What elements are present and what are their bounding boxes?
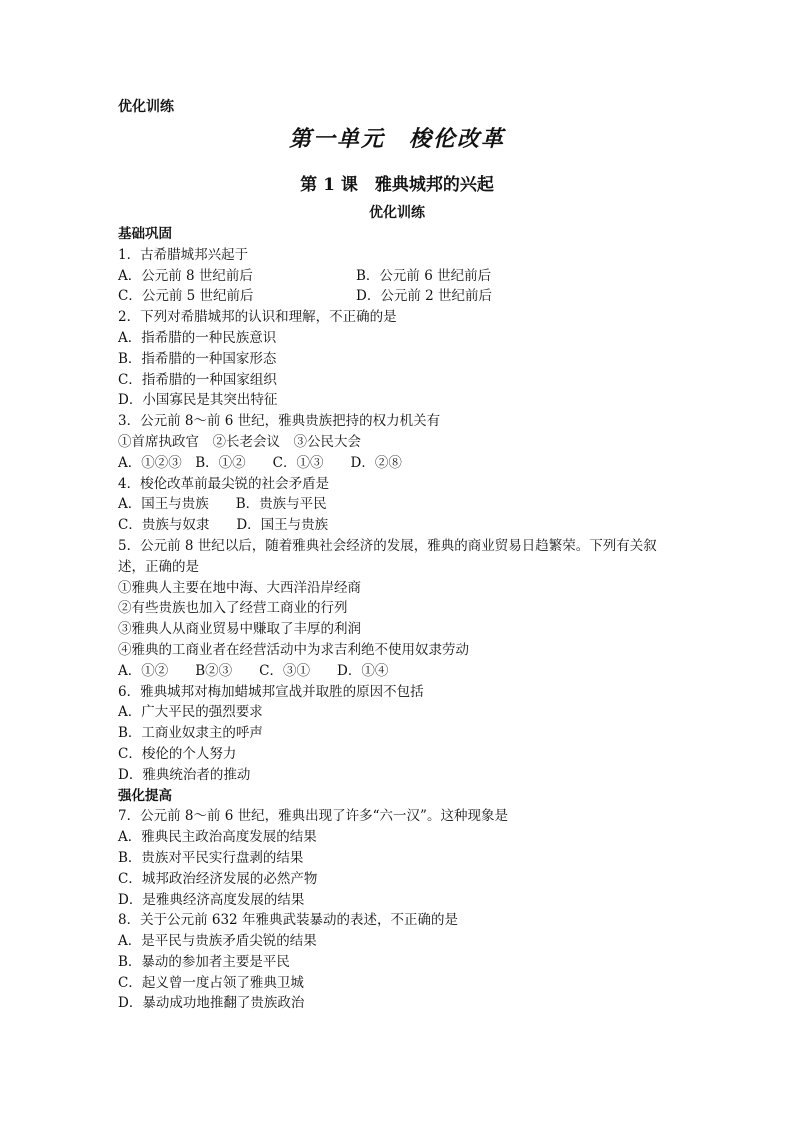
option-a: A．公元前 8 世纪前后 xyxy=(118,267,253,284)
question-5-options: A．①② B②③ C．③① D．①④ xyxy=(118,662,389,679)
lesson-title: 第 1 课 雅典城邦的兴起 xyxy=(300,175,494,195)
question-8-stem: 8．关于公元前 632 年雅典武装暴动的表述，不正确的是 xyxy=(118,912,458,929)
question-3-items: ①首席执政官 ②长老会议 ③公民大会 xyxy=(118,433,361,450)
option-d: D．雅典统治者的推动 xyxy=(118,766,251,783)
question-5-stem-line-2: 述，正确的是 xyxy=(118,558,199,575)
unit-title: 第一单元 梭伦改革 xyxy=(288,126,505,152)
option-b: B．工商业奴隶主的呼声 xyxy=(118,725,263,742)
question-4-stem: 4．梭伦改革前最尖锐的社会矛盾是 xyxy=(118,475,330,492)
option-a: A．是平民与贵族矛盾尖锐的结果 xyxy=(118,933,317,950)
option-d: D．是雅典经济高度发展的结果 xyxy=(118,891,305,908)
question-6-stem: 6．雅典城邦对梅加蜡城邦宣战并取胜的原因不包括 xyxy=(118,683,424,700)
question-list xyxy=(118,224,698,1014)
option-c: C．城邦政治经济发展的必然产物 xyxy=(118,870,318,887)
question-5-item-3: ③雅典人从商业贸易中赚取了丰厚的利润 xyxy=(118,621,361,638)
option-b: B．公元前 6 世纪前后 xyxy=(356,267,492,284)
option-c: C．梭伦的个人努力 xyxy=(118,745,237,762)
section-subtitle: 优化训练 xyxy=(369,205,425,221)
option-c: C．公元前 5 世纪前后 xyxy=(118,288,254,305)
question-4-options-row-1: A．国王与贵族 B．贵族与平民 xyxy=(118,496,327,513)
header-label: 优化训练 xyxy=(118,99,174,115)
question-5-item-4: ④雅典的工商业者在经营活动中为求吉利绝不使用奴隶劳动 xyxy=(118,641,469,658)
section-heading-basic: 基础巩固 xyxy=(118,226,172,242)
question-4-options-row-2: C．贵族与奴隶 D．国王与贵族 xyxy=(118,517,329,534)
option-c: C．起义曾一度占领了雅典卫城 xyxy=(118,974,304,991)
option-b: B．暴动的参加者主要是平民 xyxy=(118,953,290,970)
option-d: D．暴动成功地推翻了贵族政治 xyxy=(118,995,305,1012)
question-5-item-1: ①雅典人主要在地中海、大西洋沿岸经商 xyxy=(118,579,361,596)
question-2-stem: 2．下列对希腊城邦的认识和理解，不正确的是 xyxy=(118,309,397,326)
question-3-options: A．①②③ B．①② C．①③ D．②⑧ xyxy=(118,454,402,471)
option-b: B．指希腊的一种国家形态 xyxy=(118,350,277,367)
question-5-stem-line-1: 5．公元前 8 世纪以后，随着雅典社会经济的发展，雅典的商业贸易日趋繁荣。下列有关叙 xyxy=(118,537,657,554)
section-heading-advanced: 强化提高 xyxy=(118,787,172,804)
option-a: A．指希腊的一种民族意识 xyxy=(118,329,277,346)
question-3-stem: 3．公元前 8～前 6 世纪，雅典贵族把持的权力机关有 xyxy=(118,413,441,430)
question-7-stem: 7．公元前 8～前 6 世纪，雅典出现了许多“六一汉”。这种现象是 xyxy=(118,808,508,825)
question-1-stem: 1．古希腊城邦兴起于 xyxy=(118,246,249,263)
option-c: C．指希腊的一种国家组织 xyxy=(118,371,277,388)
option-d: D．公元前 2 世纪前后 xyxy=(356,288,492,305)
option-d: D．小国寡民是其突出特征 xyxy=(118,392,278,409)
option-b: B．贵族对平民实行盘剥的结果 xyxy=(118,849,304,866)
question-1-options-row-2 xyxy=(118,286,698,307)
question-1-options-row-1 xyxy=(118,266,698,287)
question-5-item-2: ②有些贵族也加入了经营工商业的行列 xyxy=(118,600,348,617)
option-a: A．雅典民主政治高度发展的结果 xyxy=(118,829,317,846)
option-a: A．广大平民的强烈要求 xyxy=(118,704,263,721)
